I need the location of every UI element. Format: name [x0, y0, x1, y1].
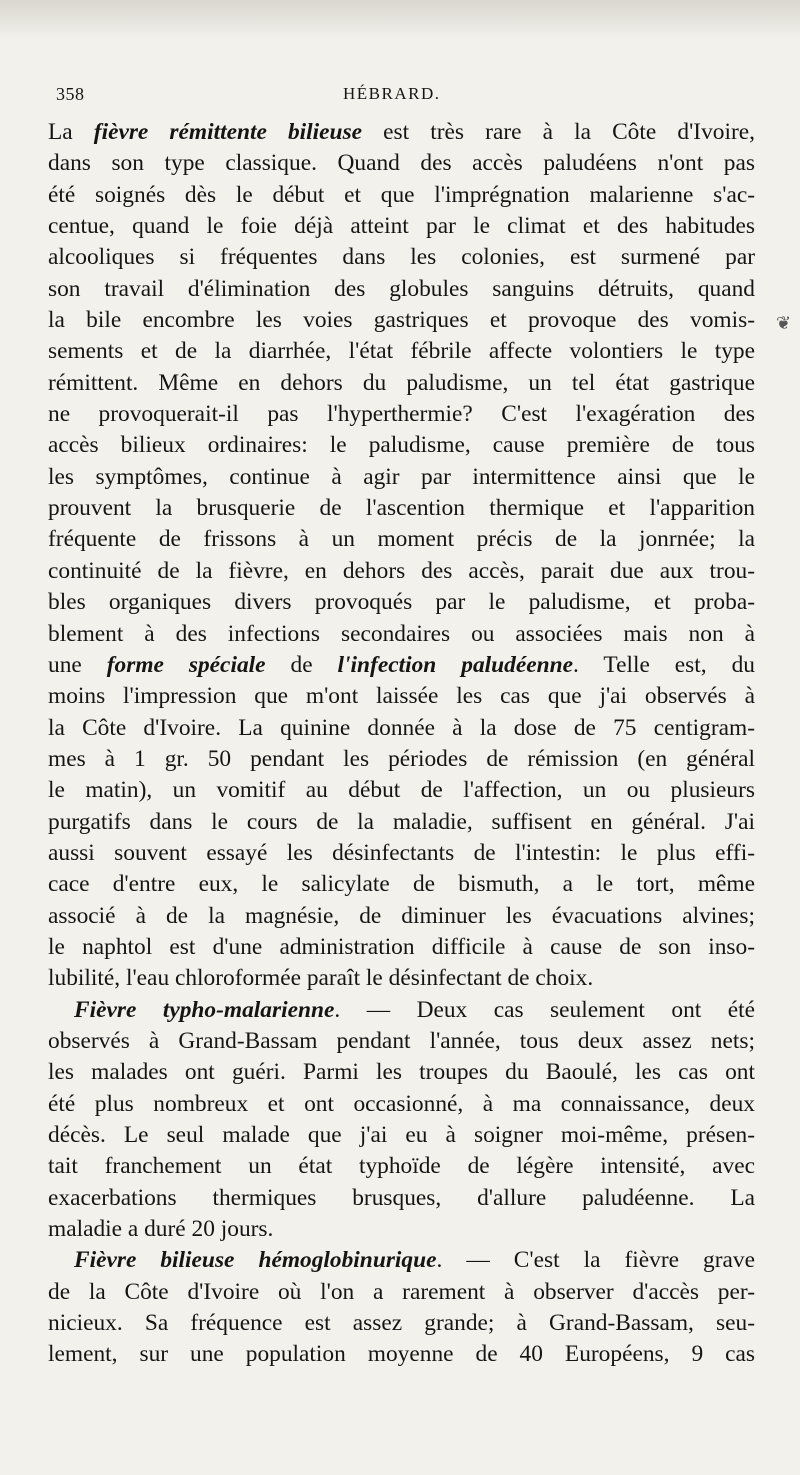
text-line: la Côte d'Ivoire. La quinine donnée à la dose de 75 centigram- [48, 714, 755, 741]
text-line: été soignés dès le début et que l'imprégnation malarienne s'ac- [48, 181, 755, 208]
text-line: sements et de la diarrhée, l'état fébrile affecte volontiers le type [48, 338, 755, 365]
text-line: purgatifs dans le cours de la maladie, suffisent en général. J'ai [48, 808, 755, 835]
term-italic: l'infection paludéenne [337, 651, 574, 678]
text-run: une [48, 651, 107, 678]
text-line: le matin), un vomitif au début de l'affection, un ou plusieurs [48, 777, 755, 804]
text-line: alcooliques si fréquentes dans les colonies, est surmené par [48, 244, 755, 271]
page-edge-shadow [0, 0, 800, 40]
text-line: blement à des infections secondaires ou associées mais non à [48, 620, 755, 647]
text-line: décès. Le seul malade que j'ai eu à soigner moi-même, présen- [48, 1122, 755, 1148]
text-line: la bile encombre les voies gastriques et provoque des vomis- [48, 307, 755, 334]
text-line: aussi souvent essayé les désinfectants de l'intestin: le plus effi- [48, 839, 755, 866]
text-run: est très rare à la Côte d'Ivoire, [362, 119, 755, 145]
text-run: . — Deux cas seulement ont été [334, 996, 756, 1023]
text-line: le naphtol est d'une administration difficile à cause de son inso- [48, 933, 755, 960]
paragraph-hemoglobinuric-fever [48, 1245, 755, 1370]
text-line: mes à 1 gr. 50 pendant les périodes de rémission (en général [48, 745, 755, 772]
text-line [48, 995, 755, 1026]
page-header [56, 84, 756, 114]
text-line: lubilité, l'eau chloroformée paraît le désinfectant de choix. [48, 965, 594, 992]
text-line: tait franchement un état typhoïde de légère intensité, avec [48, 1153, 755, 1180]
running-head: HÉBRARD. [343, 84, 441, 103]
page-number: 358 [56, 84, 85, 104]
text-line: exacerbations thermiques brusques, d'allure paludéenne. La [48, 1184, 755, 1211]
text-line: les malades ont guéri. Parmi les troupes du Baoulé, les cas ont [48, 1059, 755, 1086]
text-run: La [48, 119, 94, 145]
section-heading-italic: Fièvre typho-malarienne [74, 996, 335, 1023]
text-line: dans son type classique. Quand des accès paludéens n'ont pas [48, 150, 755, 177]
paragraph-typho-malarial-fever [48, 995, 755, 1246]
paragraph-remittent-fever [48, 117, 755, 995]
text-line: son travail d'élimination des globules sanguins détruits, quand [48, 275, 755, 302]
text-line: bles organiques divers provoqués par le paludisme, et proba- [48, 589, 755, 616]
text-line: les symptômes, continue à agir par intermittence ainsi que le [48, 463, 755, 490]
text-line: de la Côte d'Ivoire où l'on a rarement à observer d'accès per- [48, 1278, 755, 1305]
text-line: associé à de la magnésie, de diminuer les évacuations alvines; [48, 902, 755, 929]
text-line [48, 650, 755, 681]
term-italic: fièvre rémittente bilieuse [93, 119, 363, 145]
text-line: accès bilieux ordinaires: le paludisme, cause première de tous [48, 432, 755, 459]
text-run: de [265, 651, 338, 678]
text-line: continuité de la fièvre, en dehors des accès, parait due aux trou- [48, 557, 755, 584]
text-line: moins l'impression que m'ont laissée les cas que j'ai observés à [48, 683, 755, 710]
text-line: cace d'entre eux, le salicylate de bismuth, a le tort, même [48, 871, 755, 898]
text-line: été plus nombreux et ont occasionné, à ma connaissance, deux [48, 1090, 755, 1117]
text-line: centue, quand le foie déjà atteint par le climat et des habitudes [48, 213, 755, 240]
text-line: ne provoquerait-il pas l'hyperthermie? C'est l'exagération des [48, 401, 755, 428]
section-heading-italic: Fièvre bilieuse hémoglobinurique [74, 1247, 437, 1274]
text-run: . — C'est la fièvre grave [436, 1247, 755, 1274]
text-run: . Telle est, du [573, 651, 755, 678]
term-italic: forme spéciale [106, 651, 266, 678]
text-line: maladie a duré 20 jours. [48, 1216, 274, 1243]
body-text [48, 117, 755, 1371]
text-line: fréquente de frissons à un moment précis de la jonrnée; la [48, 526, 755, 553]
text-line: rémittent. Même en dehors du paludisme, un tel état gastrique [48, 369, 755, 396]
text-line [48, 1245, 755, 1276]
text-line: prouvent la brusquerie de l'ascention thermique et l'apparition [48, 495, 755, 522]
margin-mark: ❦ [776, 313, 792, 333]
text-line: nicieux. Sa fréquence est assez grande; à Grand-Bassam, seu- [48, 1310, 755, 1337]
text-line: lement, sur une population moyenne de 40 Européens, 9 cas [48, 1341, 755, 1368]
text-line [48, 117, 755, 148]
text-line: observés à Grand-Bassam pendant l'année, tous deux assez nets; [48, 1027, 755, 1054]
